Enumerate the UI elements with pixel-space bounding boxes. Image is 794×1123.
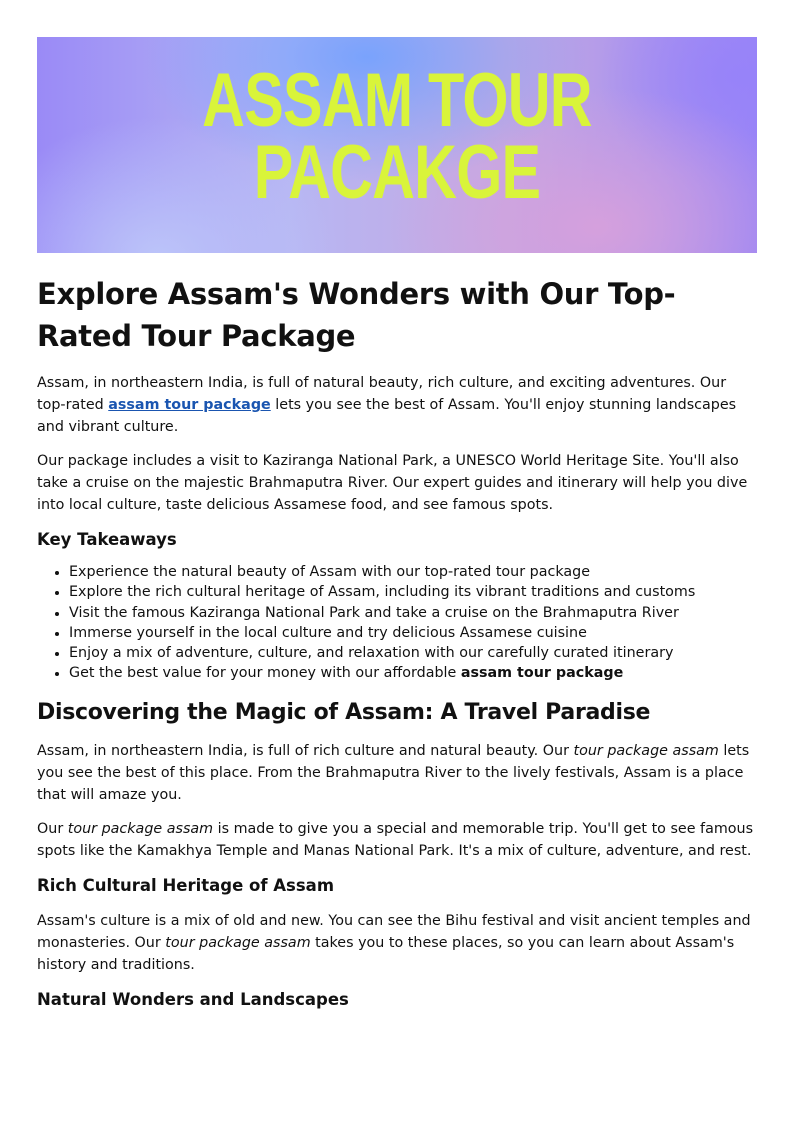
list-item: • Immerse yourself in the local culture and try delicious Assamese cuisine [69,623,757,643]
list-item: • Enjoy a mix of adventure, culture, and relaxation with our carefully curated itinerary [69,643,757,663]
banner-title-line2: PACAKGE [253,130,541,215]
banner-title-line1: ASSAM TOUR [202,58,592,143]
intro-text-after: lets you see the best of Assam. You'll enjoy stunning landscapes and vibrant culture. [37,397,737,435]
discover-p2-emphasis: tour package assam [67,820,214,837]
intro-text-before: Assam, in northeastern India, is full of natural beauty, rich culture, and exciting adventures. Our top-rated [37,375,727,413]
intro-paragraph [37,372,757,438]
discover-p1-emphasis: tour package assam [573,742,719,759]
list-item-text: Get the best value for your money with our affordable [69,665,461,682]
heritage-emphasis: tour package assam [165,934,311,951]
banner-title [116,58,678,215]
nature-heading: Natural Wonders and Landscapes [37,989,349,1009]
heritage-text: Assam's culture is a mix of old and new. You can see the Bihu festival and visit ancient temples and monasteries. Our [37,912,751,951]
heritage-text-after: takes you to these places, so you can learn about Assam's history and traditions. [37,934,735,973]
discover-p2-text-after: is made to give you a special and memorable trip. You'll get to see famous spots like the Kamakhya Temple and Manas National Park. It's a mix of culture, adventure, and rest. [37,820,754,859]
assam-tour-package-link[interactable]: assam tour package [108,397,271,413]
key-takeaways-heading: Key Takeaways [37,530,177,549]
list-item: • Experience the natural beauty of Assam with our top-rated tour package [69,562,757,582]
list-item [69,663,757,683]
list-item: • Visit the famous Kaziranga National Park and take a cruise on the Brahmaputra River [69,603,757,623]
discover-heading: Discovering the Magic of Assam: A Travel Paradise [37,699,651,725]
discover-paragraph-2 [37,818,757,862]
banner-image [37,37,757,253]
discover-p1-text: Assam, in northeastern India, is full of rich culture and natural beauty. Our [37,742,574,759]
list-item: • Explore the rich cultural heritage of Assam, including its vibrant traditions and customs [69,582,757,602]
heritage-heading: Rich Cultural Heritage of Assam [37,875,335,895]
list-item-bold-text: assam tour package [460,665,624,682]
package-paragraph: Our package includes a visit to Kaziranga National Park, a UNESCO World Heritage Site. You'll also take a cruise on the majestic Brahmaputra River. Our expert guides and itinerary will help you dive into local culture, taste delicious Assamese food, and see famous spots. [37,453,748,513]
key-takeaways-list [37,562,757,684]
main-heading: Explore Assam's Wonders with Our Top-Rated Tour Package [37,277,676,353]
discover-p2-text: Our [37,820,68,837]
heritage-paragraph [37,910,757,976]
discover-p1-text-after: lets you see the best of this place. From the Brahmaputra River to the lively festivals, Assam is a place that will amaze you. [37,742,750,803]
discover-paragraph-1 [37,740,757,806]
